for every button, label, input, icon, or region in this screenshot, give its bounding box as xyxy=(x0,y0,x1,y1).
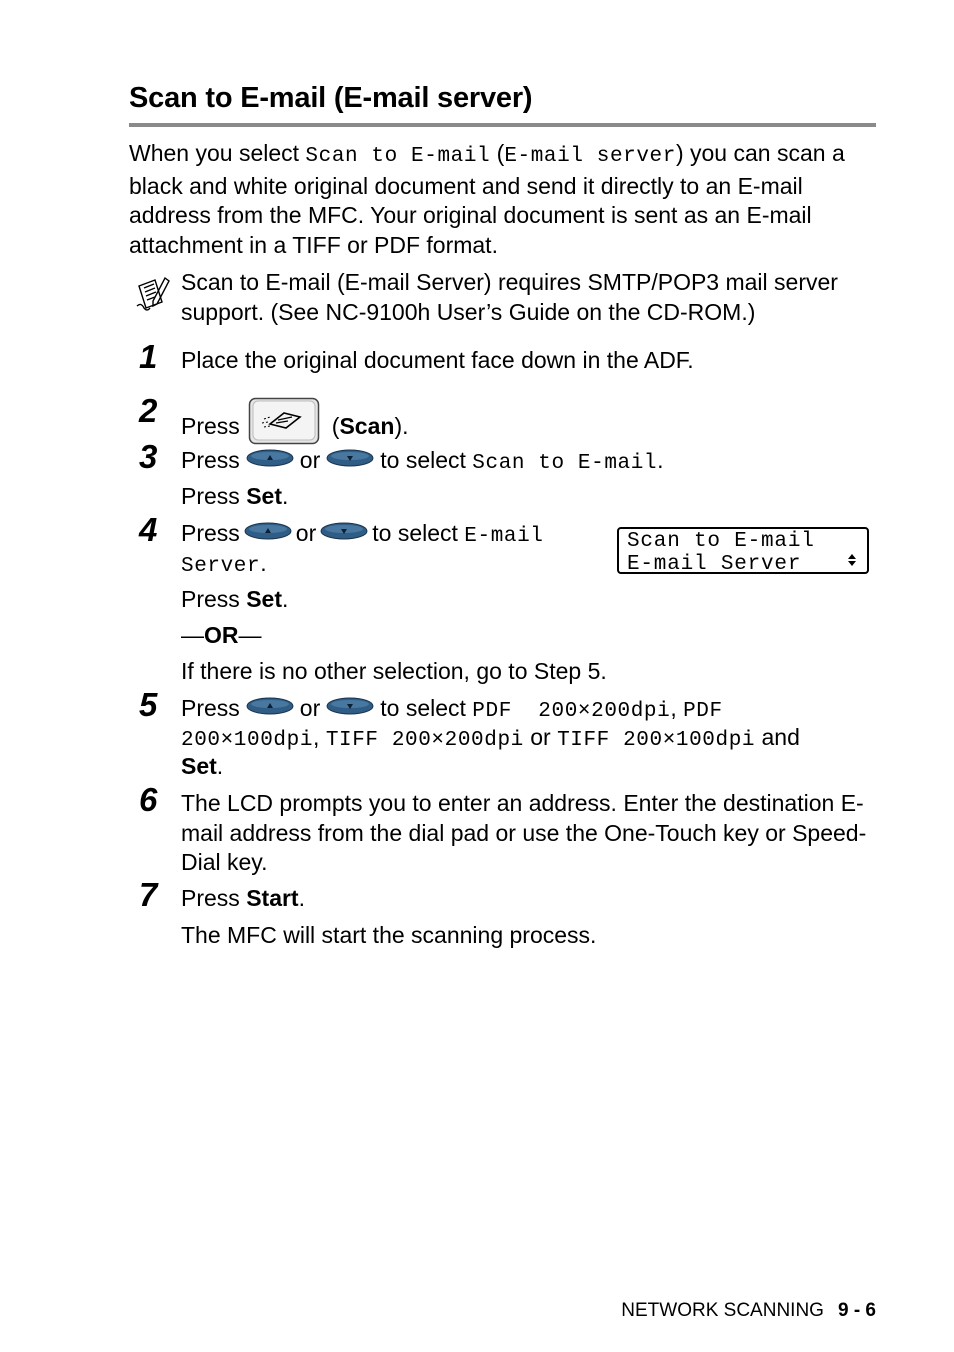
step-4-line: Press or to select E-mail xyxy=(181,520,544,548)
step-3-press-set: Press Set. xyxy=(181,483,289,509)
scan-key-label: Scan xyxy=(339,412,395,439)
step-1-text: Place the original document face down in the ADF. xyxy=(181,347,694,373)
down-arrow-key-icon xyxy=(326,693,374,723)
up-arrow-key-icon xyxy=(244,518,292,548)
up-down-indicator-icon xyxy=(847,553,857,567)
intro-text-1: When you select xyxy=(129,140,306,166)
intro-code-1: Scan to E-mail xyxy=(305,145,491,168)
step-5-line: Press or to select PDF 200×200dpi, PDF xyxy=(181,695,723,723)
footer-section: NETWORK SCANNING xyxy=(621,1300,824,1321)
step-6-text: The LCD prompts you to enter an address. Enter the destination E-mail address from the dial pad or use the One-Touch key or Speed-Dial key. xyxy=(181,790,867,875)
note-text: Scan to E-mail (E-mail Server) requires SMTP/POP3 mail server support. (See NC-9100h User’s Guide on the CD-ROM.) xyxy=(181,269,838,325)
step-number-7: 7 xyxy=(139,876,158,913)
intro-text-2: ( xyxy=(490,140,505,166)
up-arrow-key-icon xyxy=(246,693,294,723)
step-5-line-3: Set. xyxy=(181,753,224,779)
step-number-1: 1 xyxy=(139,338,158,375)
step-4-press-set: Press Set. xyxy=(181,586,289,612)
lcd-line-1: Scan to E-mail xyxy=(627,530,815,553)
step-7-line: Press Start. xyxy=(181,885,305,911)
scan-key-icon xyxy=(248,397,320,453)
step-4-alt-text: If there is no other selection, go to Step 5. xyxy=(181,658,607,684)
lcd-line-2: E-mail Server xyxy=(627,553,802,576)
step-2-press: Press xyxy=(181,412,240,439)
intro-paragraph xyxy=(129,139,879,260)
down-arrow-key-icon xyxy=(320,518,368,548)
step-2-line: Press (Scan). xyxy=(181,400,409,456)
page-footer xyxy=(621,1300,876,1322)
down-arrow-key-icon xyxy=(326,445,374,475)
step-number-5: 5 xyxy=(139,686,158,723)
note-pencil-icon xyxy=(135,276,171,314)
title-rule xyxy=(129,123,876,127)
step-number-3: 3 xyxy=(139,438,158,475)
page-number: 9 - 6 xyxy=(837,1300,876,1321)
step-3-line: Press or to select Scan to E-mail. xyxy=(181,447,664,475)
step-number-6: 6 xyxy=(139,781,158,818)
intro-text-3: ) you can scan a black and white original document and send it directly to an E-mail address from the MFC. Your original document is sent as an E-mail attachment in a TIFF or PDF format. xyxy=(129,140,845,258)
step-4-line-2: Server. xyxy=(181,550,267,578)
intro-code-2: E-mail server xyxy=(504,145,676,168)
step-number-4: 4 xyxy=(139,511,158,548)
up-arrow-key-icon xyxy=(246,445,294,475)
page-title: Scan to E-mail (E-mail server) xyxy=(129,82,533,114)
lcd-display xyxy=(617,527,869,574)
step-4-or-separator: —OR— xyxy=(181,622,262,648)
step-7-after: The MFC will start the scanning process. xyxy=(181,922,597,948)
step-number-2: 2 xyxy=(139,392,158,429)
step-5-line-2: 200×100dpi, TIFF 200×200dpi or TIFF 200×100dpi and xyxy=(181,724,800,752)
